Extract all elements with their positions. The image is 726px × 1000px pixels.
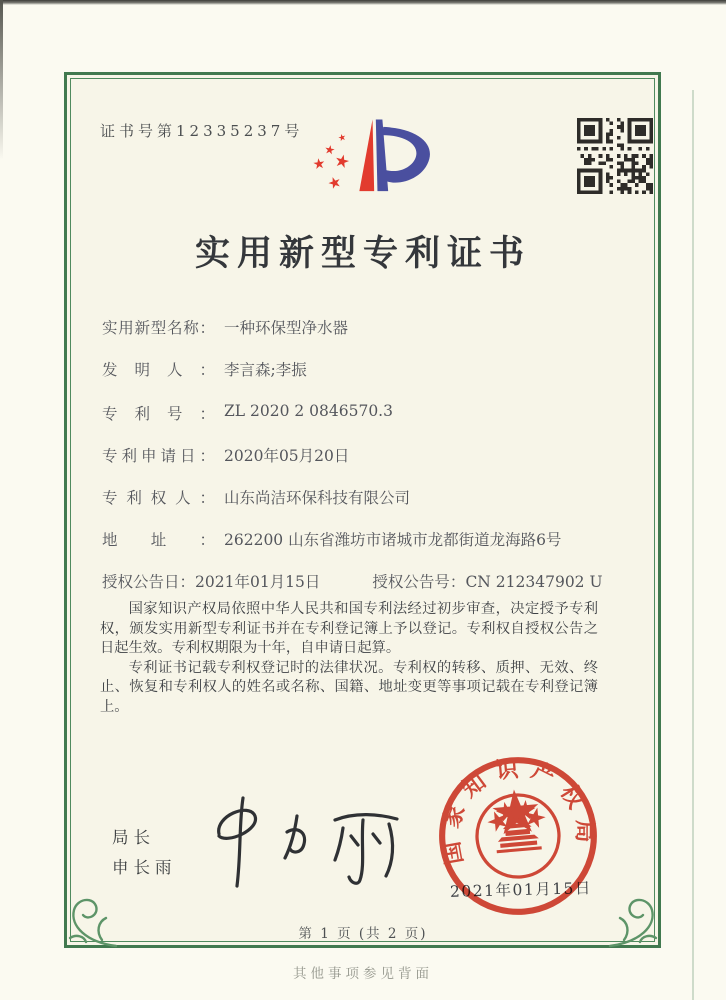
seal-text: 国家知识产权局 — [436, 755, 598, 867]
field-row-patentee — [102, 486, 410, 508]
seal-date: 2021年01月15日 — [449, 879, 593, 901]
field-label: 专利号： — [102, 405, 215, 423]
field-row-patent-number — [102, 402, 393, 424]
scan-edge-left — [0, 0, 3, 160]
field-label: 专利申请日： — [102, 447, 215, 465]
back-side-note: 其他事项参见背面 — [293, 966, 433, 982]
certificate-title: 实用新型专利证书 — [194, 233, 531, 274]
scan-edge-top — [0, 0, 726, 5]
official-seal — [429, 747, 607, 925]
grant-number-value: CN 212347902 U — [465, 573, 603, 591]
legal-text-block — [100, 600, 598, 718]
field-value: 一种环保型净水器 — [224, 319, 349, 337]
certificate-number: 证书号第12335237号 — [100, 122, 304, 140]
field-value: 262200 山东省潍坊市诸城市龙都街道龙海路6号 — [224, 531, 562, 549]
field-value: 山东尚洁环保科技有限公司 — [224, 489, 411, 507]
qr-code — [576, 118, 654, 194]
grant-number-label: 授权公告号： — [372, 573, 466, 591]
legal-paragraph-2: 专利证书记载专利权登记时的法律状况。专利权的转移、质押、无效、终止、恢复和专利权人的姓名或名称、国籍、地址变更等事项记载在专利登记簿上。 — [100, 659, 598, 715]
corner-ornament-icon — [606, 888, 668, 950]
legal-paragraph-1: 国家知识产权局依照中华人民共和国专利法经过初步审查，决定授予专利权，颁发实用新型专利证书并在专利登记簿上予以登记。专利权自授权公告之日起生效。专利权期限为十年，自申请日起算。 — [100, 601, 598, 657]
field-row-utility-model-name — [102, 316, 348, 338]
field-row-grant — [102, 570, 603, 592]
grant-date-label: 授权公告日： — [102, 573, 196, 591]
field-label: 发明人： — [102, 361, 215, 379]
page-indicator: 第 1 页 (共 2 页) — [298, 926, 428, 942]
signer-name: 申长雨 — [112, 858, 177, 877]
scan-edge-right — [692, 90, 694, 1000]
field-row-filing-date — [102, 444, 349, 466]
field-label: 实用新型名称： — [102, 319, 215, 337]
signer-title: 局长 — [112, 828, 155, 847]
field-row-inventor — [102, 358, 307, 380]
cnipa-logo-icon — [296, 110, 440, 208]
field-value: ZL 2020 2 0846570.3 — [224, 402, 393, 420]
field-row-address — [102, 528, 561, 550]
corner-ornament-icon — [58, 888, 120, 950]
director-signature — [203, 790, 411, 890]
field-label: 地址： — [102, 531, 215, 549]
field-label: 专利权人： — [102, 489, 215, 507]
field-value: 李言森;李振 — [224, 361, 307, 379]
field-value: 2020年05月20日 — [224, 447, 350, 465]
grant-date-value: 2021年01月15日 — [195, 573, 321, 591]
